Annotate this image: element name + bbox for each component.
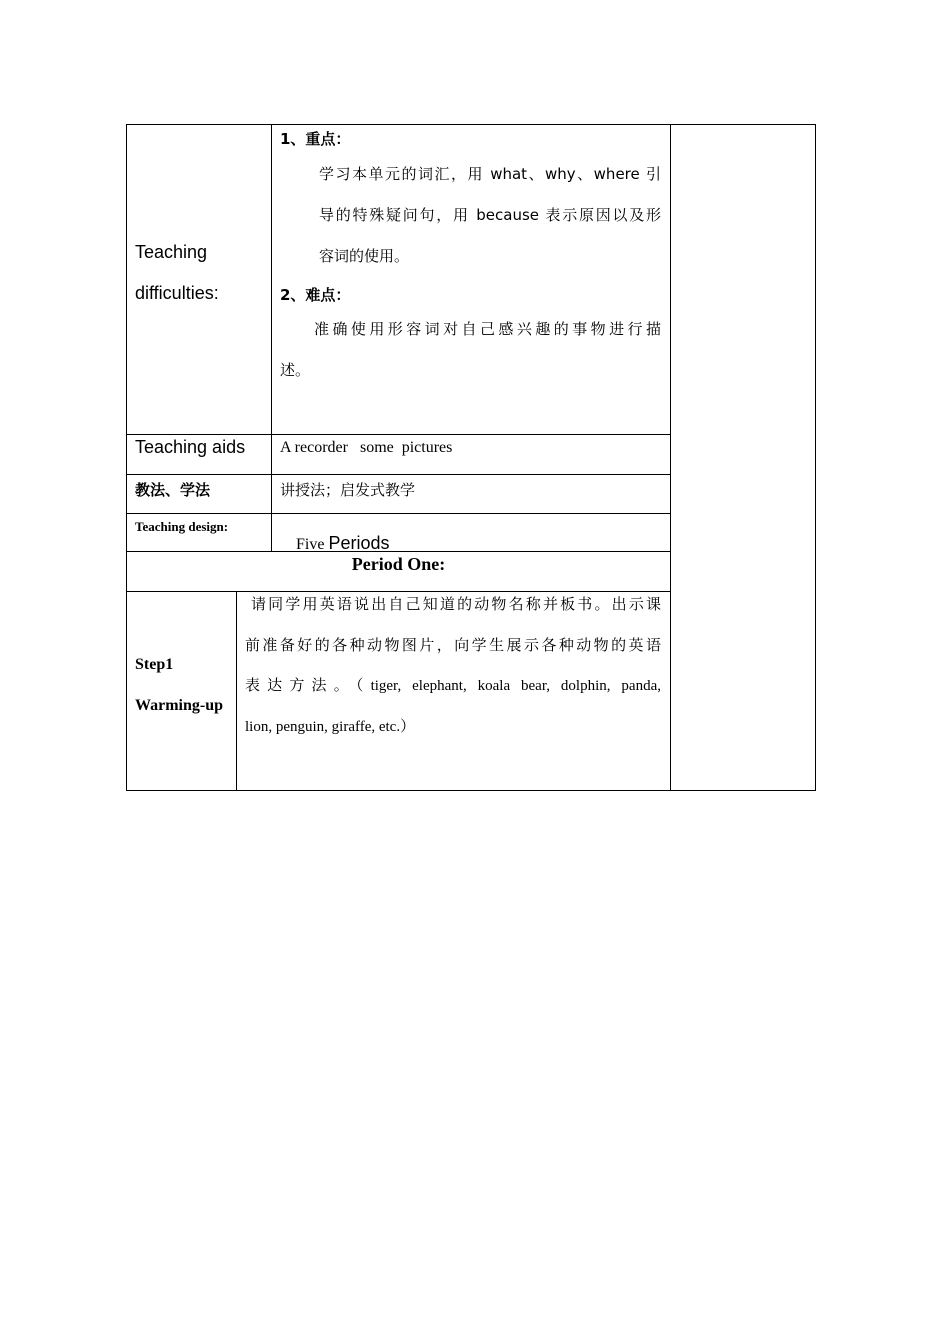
teaching-aids-value: A recorder some pictures — [280, 439, 453, 456]
teaching-design-label: Teaching design: — [135, 519, 229, 534]
difficult-points-heading: 2、难点： — [280, 286, 351, 304]
step1-text-line-3: 表达方法。（tiger, elephant, koala bear, dolphin, panda, — [245, 678, 661, 694]
difficulties-label-line1: Teaching — [135, 242, 208, 262]
step1-label-line1: Step1 — [135, 656, 174, 673]
difficult-points-line-1: 准确使用形容词对自己感兴趣的事物进行描 — [314, 320, 661, 338]
difficulties-label-line2: difficulties: — [135, 283, 219, 303]
key-points-line-2: 导的特殊疑问句，用 because 表示原因以及形 — [319, 206, 661, 224]
step1-label — [135, 644, 223, 726]
difficult-points-line-2: 述。 — [280, 361, 311, 379]
teaching-aids-label: Teaching aids — [135, 437, 246, 457]
teaching-design-value-large: Periods — [328, 533, 390, 553]
teaching-design-value-small: Five — [296, 536, 329, 553]
step1-text-line-1: 请同学用英语说出自己知道的动物名称并板书。出示课 — [251, 595, 661, 613]
key-points-line-3: 容词的使用。 — [319, 247, 410, 265]
teaching-method-value: 讲授法；启发式教学 — [280, 481, 416, 499]
step1-text-line-2: 前准备好的各种动物图片，向学生展示各种动物的英语 — [245, 636, 661, 654]
key-points-heading: 1、重点： — [280, 130, 351, 148]
step1-text-line-4: lion, penguin, giraffe, etc.） — [245, 719, 416, 735]
teaching-method-label: 教法、学法 — [135, 481, 211, 499]
difficulties-label — [135, 232, 219, 314]
period-title: Period One: — [351, 554, 446, 574]
step1-label-line2: Warming-up — [135, 697, 224, 714]
key-points-line-1: 学习本单元的词汇，用 what、why、where 引 — [319, 165, 661, 183]
